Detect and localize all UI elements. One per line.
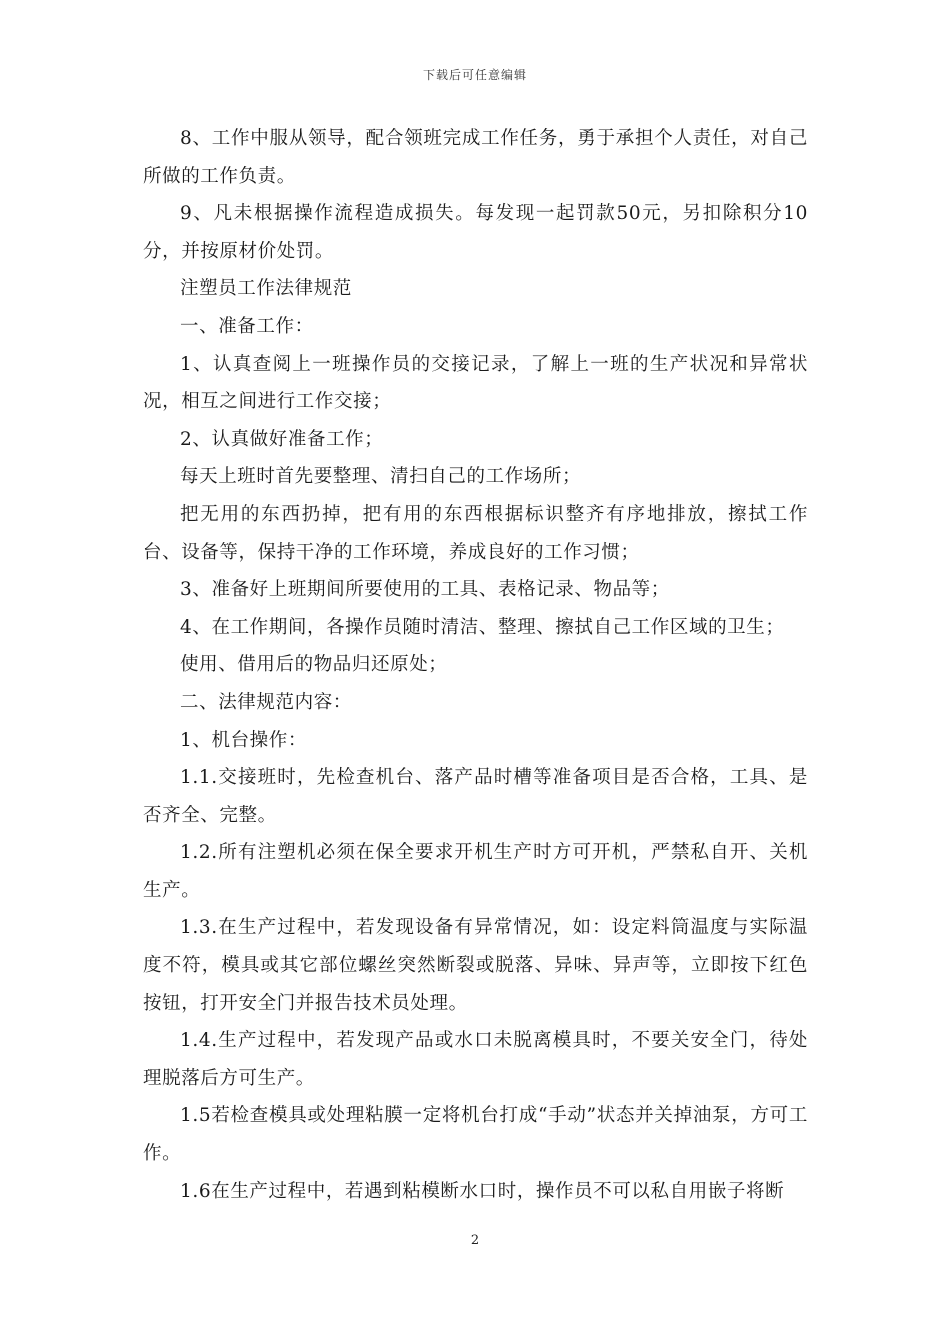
section-heading: 二、法律规范内容： bbox=[180, 691, 352, 713]
paragraph: 1.3.在生产过程中，若发现设备有异常情况，如：设定料筒温度与实际温度不符，模具或其它部位螺丝突然断裂或脱落、异味、异声等，立即按下红色按钮，打开安全门并报告技术员处理。 bbox=[143, 917, 808, 1014]
paragraph: 使用、借用后的物品归还原处； bbox=[180, 654, 448, 676]
paragraph: 1.6在生产过程中，若遇到粘模断水口时，操作员不可以私自用嵌子将断 bbox=[180, 1180, 785, 1202]
paragraph: 9、凡未根据操作流程造成损失。每发现一起罚款50元，另扣除积分10分，并按原材价处罚。 bbox=[143, 203, 808, 262]
paragraph: 1.1.交接班时，先检查机台、落产品时槽等准备项目是否合格，工具、是否齐全、完整。 bbox=[143, 767, 808, 826]
paragraph: 1.4.生产过程中，若发现产品或水口未脱离模具时，不要关安全门，待处理脱落后方可生产。 bbox=[143, 1030, 808, 1089]
paragraph: 3、准备好上班期间所要使用的工具、表格记录、物品等； bbox=[180, 579, 670, 601]
section-title: 注塑员工作法律规范 bbox=[180, 278, 352, 300]
page-header: 下载后可任意编辑 bbox=[422, 68, 527, 82]
page-number: 2 bbox=[470, 1233, 480, 1248]
section-heading: 一、准备工作： bbox=[180, 315, 314, 337]
subsection-heading: 1、机台操作： bbox=[180, 729, 307, 751]
paragraph: 1.5若检查模具或处理粘膜一定将机台打成“手动”状态并关掉油泵，方可工作。 bbox=[143, 1105, 808, 1165]
paragraph: 8、工作中服从领导，配合领班完成工作任务，勇于承担个人责任，对自己所做的工作负责。 bbox=[143, 128, 808, 187]
document-body bbox=[143, 120, 808, 1210]
paragraph: 每天上班时首先要整理、清扫自己的工作场所； bbox=[180, 466, 582, 488]
paragraph: 把无用的东西扔掉，把有用的东西根据标识整齐有序地排放，擦拭工作台、设备等，保持干净的工作环境，养成良好的工作习惯； bbox=[143, 503, 808, 563]
paragraph: 1、认真查阅上一班操作员的交接记录，了解上一班的生产状况和异常状况，相互之间进行工作交接； bbox=[143, 353, 808, 413]
paragraph: 2、认真做好准备工作； bbox=[180, 428, 384, 450]
paragraph: 1.2.所有注塑机必须在保全要求开机生产时方可开机，严禁私自开、关机生产。 bbox=[143, 842, 808, 901]
paragraph: 4、在工作期间，各操作员随时清洁、整理、擦拭自己工作区域的卫生； bbox=[180, 616, 785, 638]
